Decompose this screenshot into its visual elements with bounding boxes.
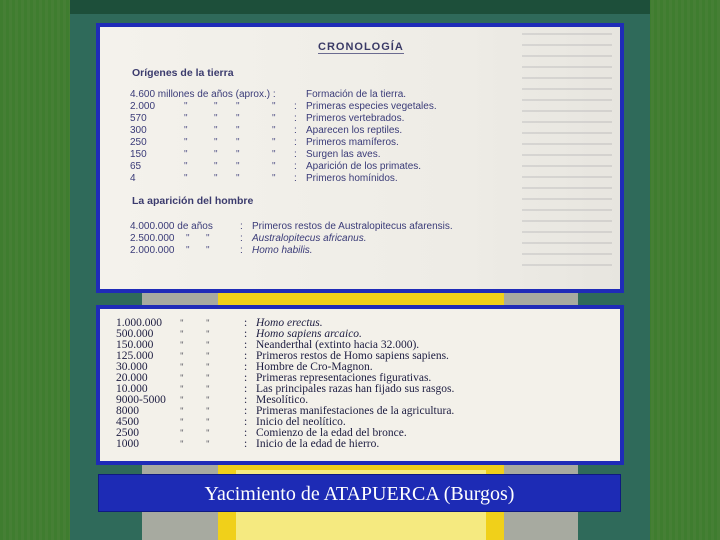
date-cell: 250: [130, 137, 147, 148]
ditto-mark: ": [214, 149, 218, 160]
ditto-mark: ": [214, 125, 218, 136]
separator: :: [244, 317, 248, 329]
ditto-mark: ": [214, 173, 218, 184]
event-cell: Primeras representaciones figurativas.: [256, 372, 432, 384]
ditto-mark: ": [214, 137, 218, 148]
ditto-mark: ": [272, 113, 276, 124]
event-cell: Homo habilis.: [252, 245, 313, 256]
separator: :: [244, 372, 248, 384]
scanned-page-bottom: [100, 309, 620, 461]
event-cell: Mesolítico.: [256, 394, 309, 406]
ditto-mark: ": [236, 125, 240, 136]
caption-bar: [98, 474, 621, 512]
ditto-mark: ": [236, 149, 240, 160]
ditto-mark: ": [206, 428, 210, 438]
ditto-mark: ": [236, 137, 240, 148]
ditto-mark: ": [236, 101, 240, 112]
ditto-mark: ": [206, 318, 210, 328]
date-cell: 4.600 millones de años (aprox.) :: [130, 89, 276, 100]
ditto-mark: ": [180, 340, 184, 350]
ditto-mark: ": [272, 149, 276, 160]
date-cell: 2.500.000: [130, 233, 175, 244]
ditto-mark: ": [272, 101, 276, 112]
ditto-mark: ": [180, 318, 184, 328]
scanned-page-top: [100, 27, 620, 289]
event-cell: Aparecen los reptiles.: [306, 125, 403, 136]
ditto-mark: ": [186, 245, 190, 256]
ditto-mark: ": [214, 113, 218, 124]
ditto-mark: ": [180, 384, 184, 394]
ditto-mark: ": [236, 173, 240, 184]
page-title: CRONOLOGÍA: [318, 41, 404, 53]
date-cell: 4500: [116, 416, 139, 428]
separator: :: [244, 416, 248, 428]
date-cell: 500.000: [116, 328, 154, 340]
date-cell: 10.000: [116, 383, 148, 395]
event-cell: Aparición de los primates.: [306, 161, 422, 172]
chronology-image-top: [96, 23, 624, 293]
section-title-human: La aparición del hombre: [132, 195, 254, 207]
ditto-mark: ": [180, 395, 184, 405]
ditto-mark: ": [236, 161, 240, 172]
date-cell: 4: [130, 173, 136, 184]
separator: :: [294, 113, 297, 124]
ditto-mark: ": [180, 351, 184, 361]
ditto-mark: ": [272, 161, 276, 172]
separator: :: [244, 405, 248, 417]
separator: :: [244, 328, 248, 340]
separator: :: [244, 394, 248, 406]
separator: :: [240, 245, 243, 256]
event-cell: Primeras especies vegetales.: [306, 101, 437, 112]
event-cell: Hombre de Cro-Magnon.: [256, 361, 373, 373]
date-cell: 150.000: [116, 339, 154, 351]
ditto-mark: ": [184, 149, 188, 160]
event-cell: Inicio del neolítico.: [256, 416, 346, 428]
date-cell: 2.000.000: [130, 245, 175, 256]
ditto-mark: ": [214, 161, 218, 172]
event-cell: Homo erectus.: [256, 317, 323, 329]
ditto-mark: ": [272, 173, 276, 184]
ditto-mark: ": [206, 395, 210, 405]
ditto-mark: ": [180, 439, 184, 449]
separator: :: [294, 101, 297, 112]
ditto-mark: ": [184, 125, 188, 136]
date-cell: 2500: [116, 427, 139, 439]
ditto-mark: ": [180, 417, 184, 427]
separator: :: [244, 427, 248, 439]
ditto-mark: ": [186, 233, 190, 244]
event-cell: Surgen las aves.: [306, 149, 381, 160]
event-cell: Primeras manifestaciones de la agricultura.: [256, 405, 455, 417]
separator: :: [244, 339, 248, 351]
date-cell: 8000: [116, 405, 139, 417]
separator: :: [244, 383, 248, 395]
ditto-mark: ": [184, 113, 188, 124]
ditto-mark: ": [206, 384, 210, 394]
ditto-mark: ": [206, 406, 210, 416]
event-cell: Inicio de la edad de hierro.: [256, 438, 380, 450]
ditto-mark: ": [184, 101, 188, 112]
event-cell: Primeros restos de Australopitecus afarensis.: [252, 221, 453, 232]
date-cell: 2.000: [130, 101, 156, 112]
event-cell: Formación de la tierra.: [306, 89, 407, 100]
ditto-mark: ": [206, 362, 210, 372]
event-cell: Primeros restos de Homo sapiens sapiens.: [256, 350, 449, 362]
date-cell: 1.000.000: [116, 317, 162, 329]
separator: :: [244, 361, 248, 373]
separator: :: [294, 161, 297, 172]
ditto-mark: ": [180, 428, 184, 438]
event-cell: Las principales razas han fijado sus rasgos.: [256, 383, 455, 395]
ditto-mark: ": [272, 125, 276, 136]
ditto-mark: ": [206, 340, 210, 350]
ditto-mark: ": [184, 137, 188, 148]
date-cell: 1000: [116, 438, 139, 450]
ditto-mark: ": [272, 137, 276, 148]
event-cell: Australopitecus africanus.: [252, 233, 367, 244]
ditto-mark: ": [206, 351, 210, 361]
separator: :: [240, 221, 243, 232]
date-cell: 125.000: [116, 350, 154, 362]
event-cell: Primeros mamíferos.: [306, 137, 399, 148]
separator: :: [240, 233, 243, 244]
separator: :: [294, 125, 297, 136]
ditto-mark: ": [180, 373, 184, 383]
ditto-mark: ": [206, 329, 210, 339]
ditto-mark: ": [184, 161, 188, 172]
date-cell: 20.000: [116, 372, 148, 384]
ditto-mark: ": [180, 406, 184, 416]
separator: :: [244, 350, 248, 362]
bleed-through-text: [522, 33, 612, 273]
separator: :: [294, 173, 297, 184]
event-cell: Primeros homínidos.: [306, 173, 398, 184]
date-cell: 30.000: [116, 361, 148, 373]
ditto-mark: ": [180, 362, 184, 372]
ditto-mark: ": [184, 173, 188, 184]
section-title-origins: Orígenes de la tierra: [132, 67, 234, 79]
ditto-mark: ": [214, 101, 218, 112]
ditto-mark: ": [206, 245, 210, 256]
date-cell: 570: [130, 113, 147, 124]
background-top-band: [70, 0, 650, 14]
event-cell: Homo sapiens arcaico.: [256, 328, 362, 340]
date-cell: 300: [130, 125, 147, 136]
slide-caption: Yacimiento de ATAPUERCA (Burgos): [204, 483, 515, 505]
date-cell: 150: [130, 149, 147, 160]
date-cell: 65: [130, 161, 142, 172]
ditto-mark: ": [206, 373, 210, 383]
ditto-mark: ": [206, 417, 210, 427]
separator: :: [294, 149, 297, 160]
ditto-mark: ": [206, 439, 210, 449]
event-cell: Primeros vertebrados.: [306, 113, 405, 124]
event-cell: Neanderthal (extinto hacia 32.000).: [256, 339, 420, 351]
separator: :: [244, 438, 248, 450]
date-cell: 9000-5000: [116, 394, 166, 406]
ditto-mark: ": [206, 233, 210, 244]
date-cell: 4.000.000 de años: [130, 221, 213, 232]
ditto-mark: ": [236, 113, 240, 124]
separator: :: [294, 137, 297, 148]
event-cell: Comienzo de la edad del bronce.: [256, 427, 407, 439]
ditto-mark: ": [180, 329, 184, 339]
chronology-image-bottom: [96, 305, 624, 465]
